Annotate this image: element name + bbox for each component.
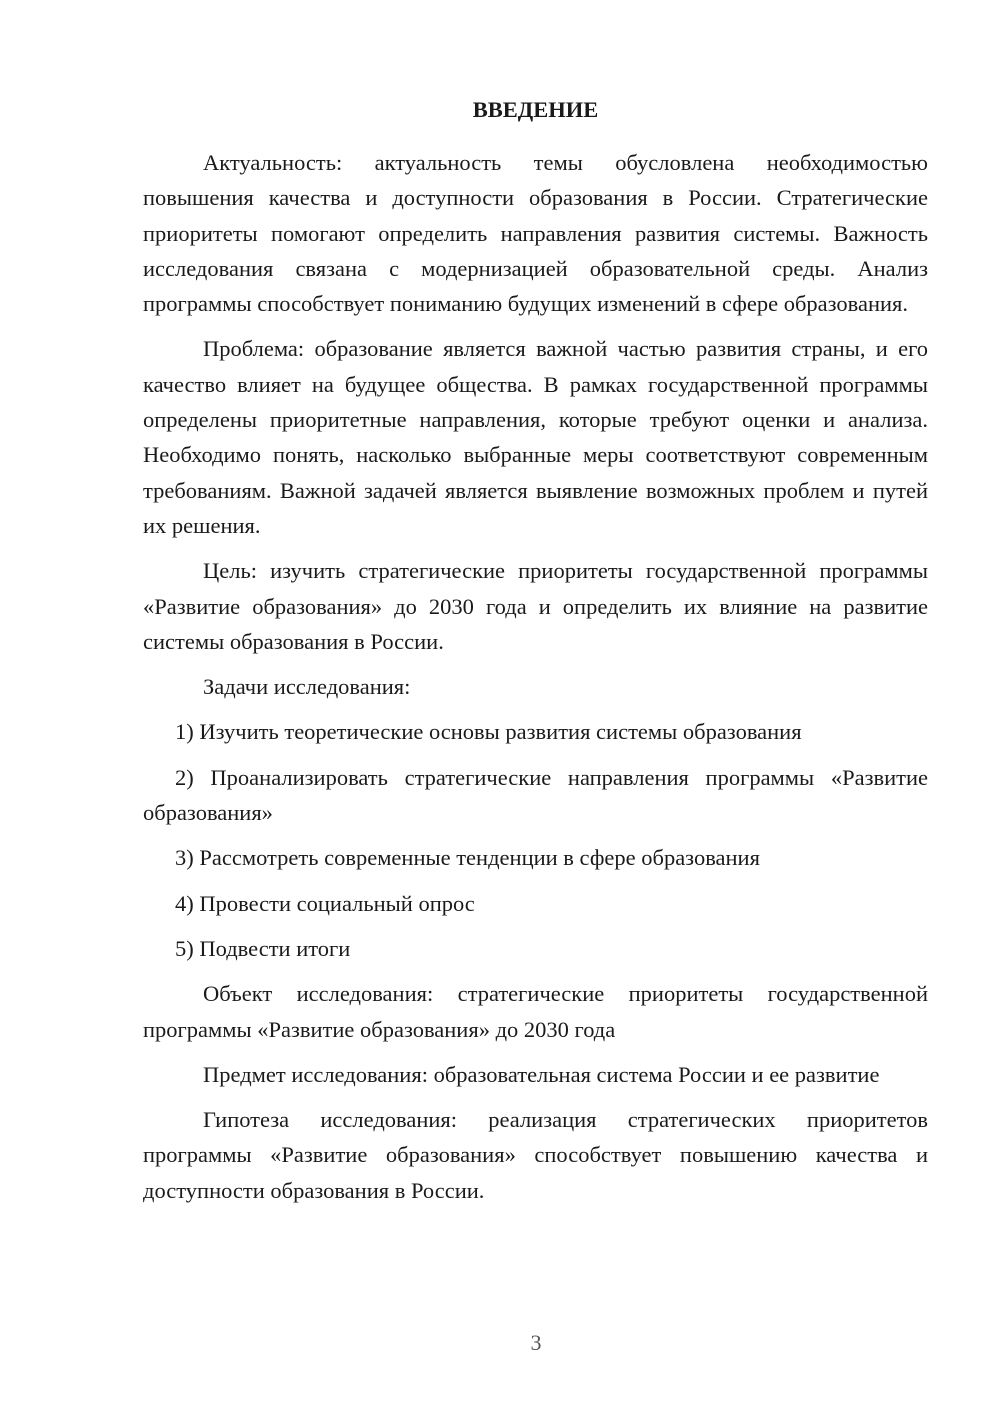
object-paragraph: Объект исследования: стратегические приоритеты государственной программы «Развитие образования» до 2030 года [143,981,928,1042]
problem-paragraph: Проблема: образование является важной частью развития страны, и его качество влияет на будущее общества. В рамках государственной программы определены приоритетные направления, которые требуют оценки и анализа. Необходимо понять, насколько выбранные меры соответствуют современным требованиям. Важной задачей является выявление возможных проблем и путей их решения. [143,336,928,538]
hypothesis-paragraph: Гипотеза исследования: реализация стратегических приоритетов программы «Развитие образования» способствует повышению качества и доступности образования в России. [143,1107,928,1203]
tasks-heading: Задачи исследования: [203,674,411,700]
page-number: 3 [530,1330,542,1355]
task-item: 5) Подвести итоги [175,935,351,961]
task-item: 4) Провести социальный опрос [175,890,475,916]
task-item: 1) Изучить теоретические основы развития системы образования [175,719,802,745]
goal-paragraph: Цель: изучить стратегические приоритеты государственной программы «Развитие образования» до 2030 года и определить их влияние на развитие системы образования в России. [143,558,928,654]
task-item: 2) Проанализировать стратегические направления программы «Развитие образования» [143,764,928,826]
task-item: 3) Рассмотреть современные тенденции в сфере образования [175,845,760,871]
page-title: ВВЕДЕНИЕ [472,97,599,122]
relevance-paragraph: Актуальность: актуальность темы обусловлена необходимостью повышения качества и доступности образования в России. Стратегические приоритеты помогают определить направления развития системы. Важность исследования связана с модернизацией образовательной среды. Анализ программы способствует пониманию будущих изменений в сфере образования. [143,150,928,317]
subject-paragraph: Предмет исследования: образовательная система России и ее развитие [203,1061,880,1087]
document-page [143,92,928,1218]
